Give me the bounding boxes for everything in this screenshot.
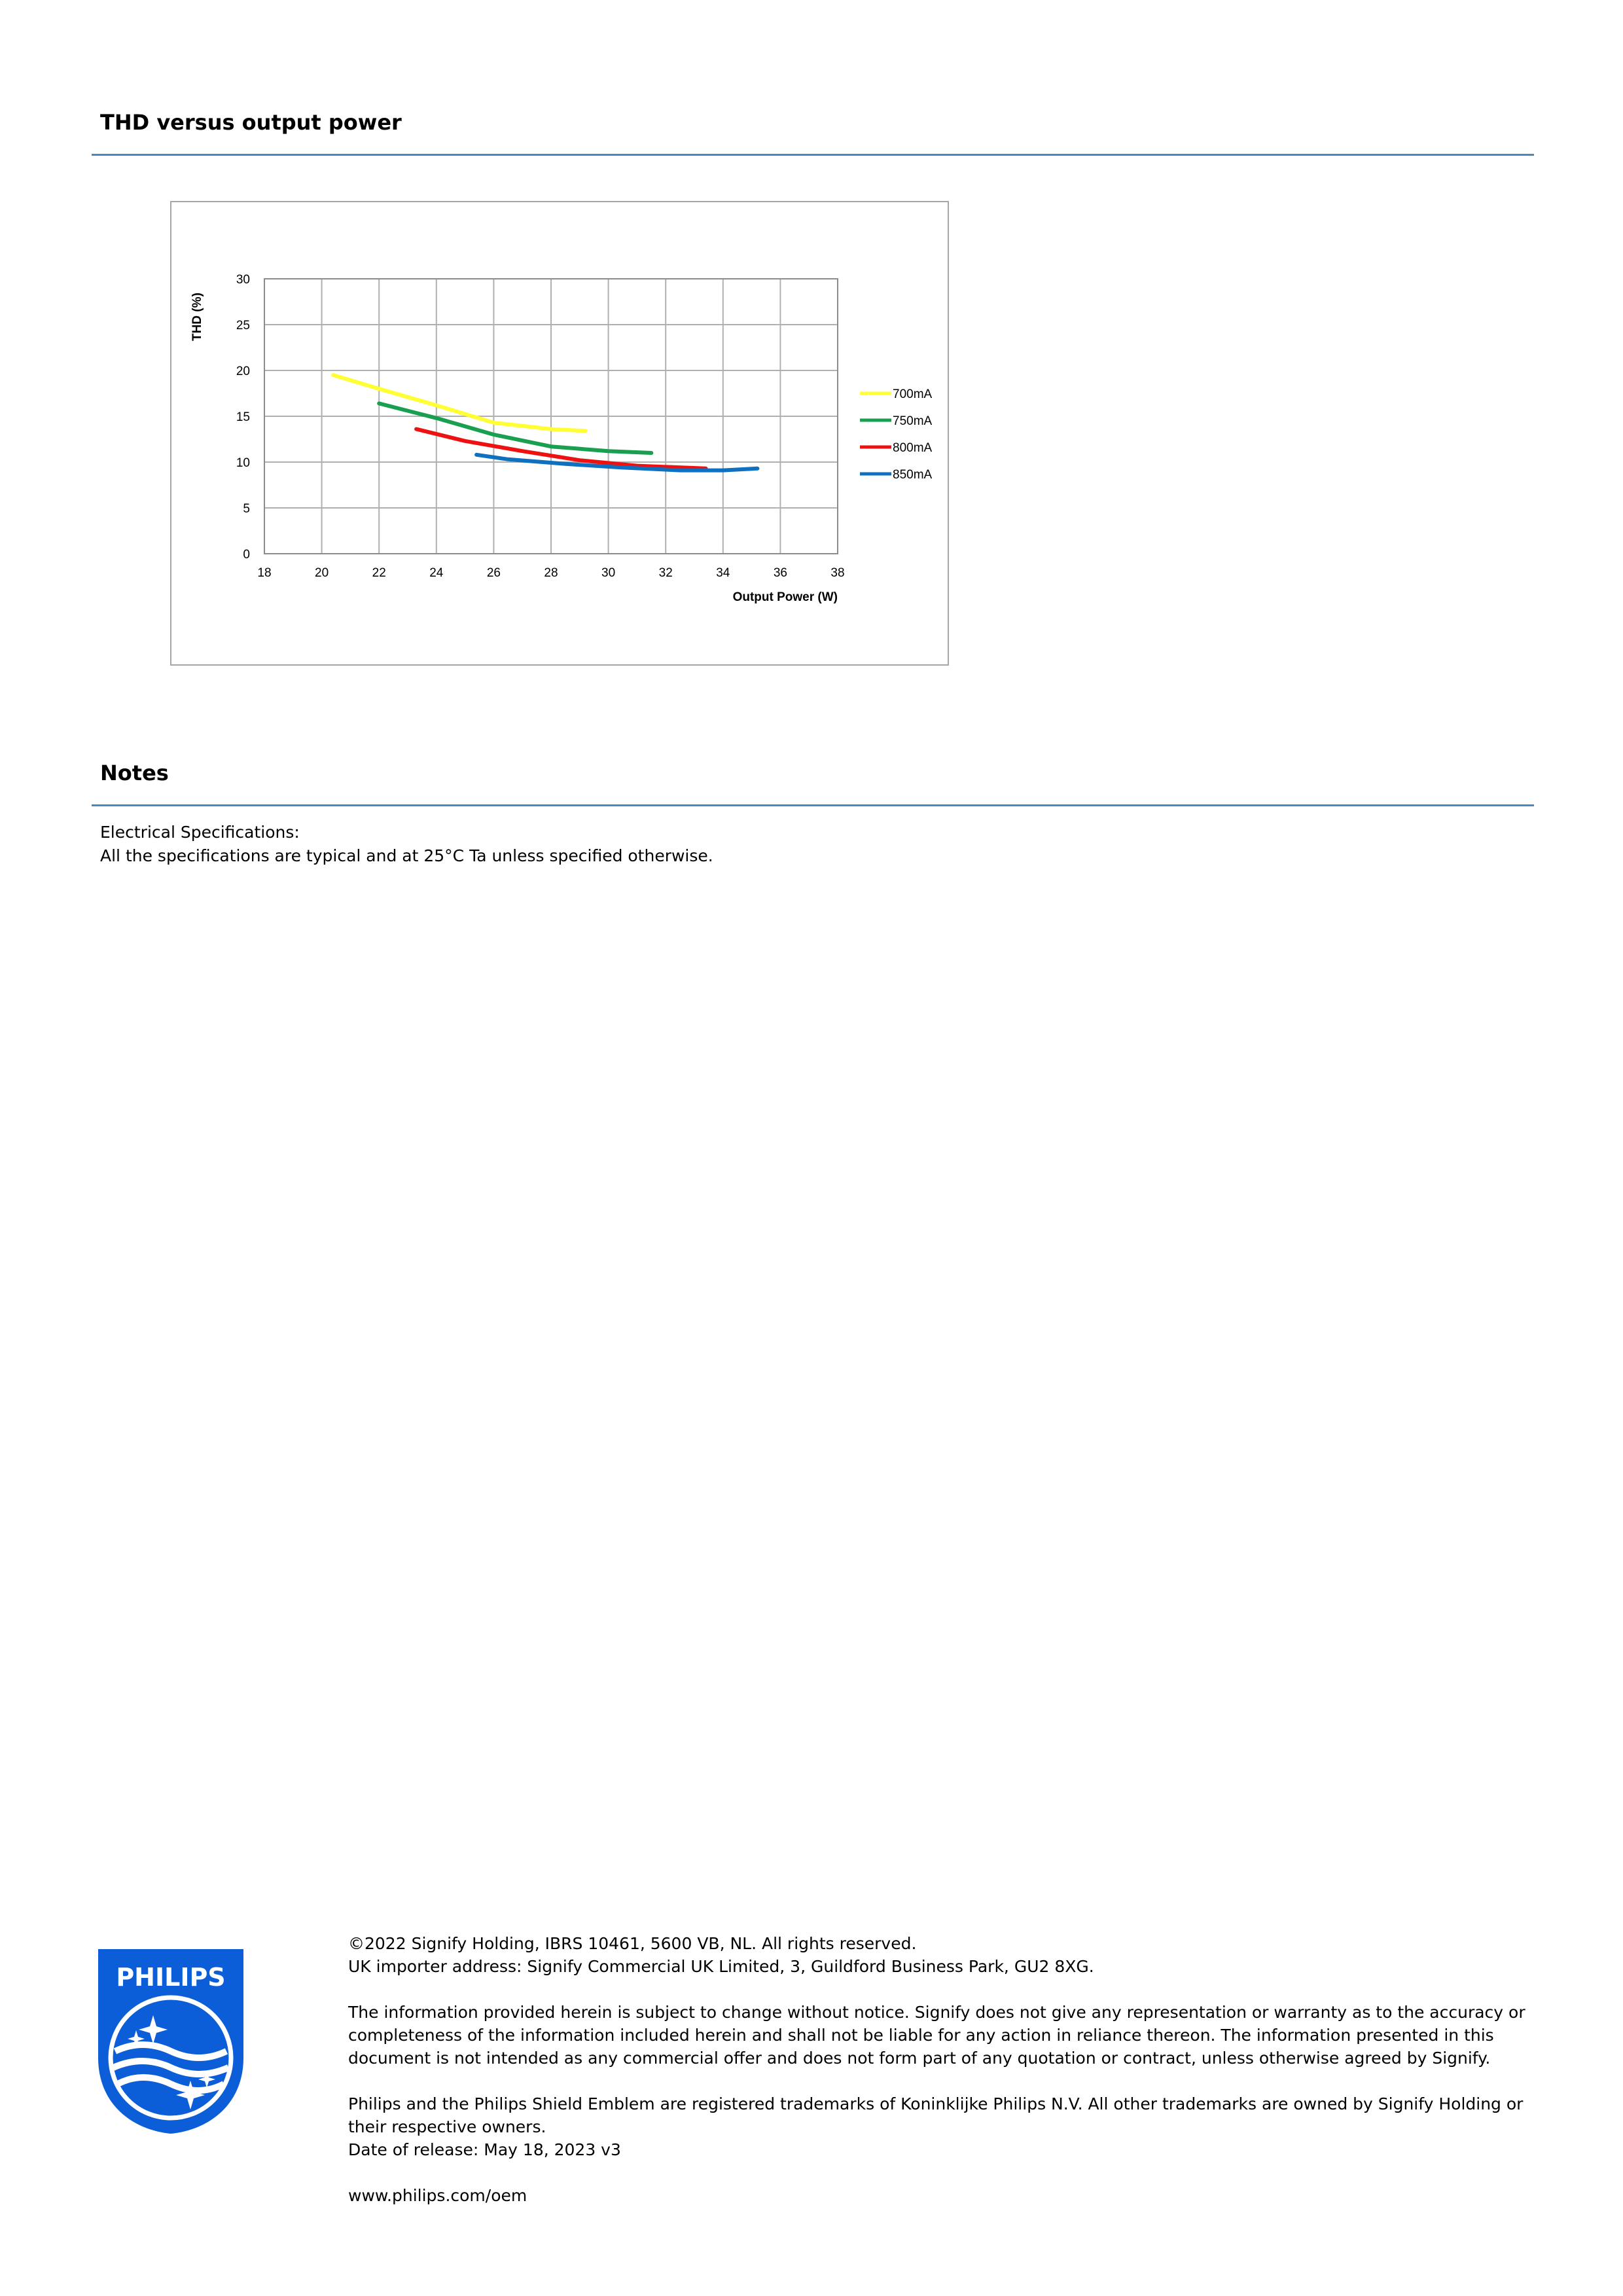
footer-disclaimer: The information provided herein is subject to change without notice. Signify does not give any representation or warranty as to the accuracy or completeness of the information included herein and shall not be liable for any action in reliance thereon. The information presented in this document is not intended as any commercial offer and does not form part of any quotation or contract, unless otherwise agreed by Signify. bbox=[348, 2003, 1525, 2068]
footer-url[interactable]: www.philips.com/oem bbox=[348, 2186, 527, 2205]
y-tick-label: 15 bbox=[236, 410, 250, 424]
legend-label: 700mA bbox=[893, 387, 933, 401]
philips-shield-icon bbox=[96, 1946, 246, 2136]
x-tick-label: 18 bbox=[257, 566, 272, 580]
y-tick-label: 30 bbox=[236, 273, 250, 287]
x-tick-label: 28 bbox=[544, 566, 558, 580]
footer-importer: UK importer address: Signify Commercial UK Limited, 3, Guildford Business Park, GU2 8XG. bbox=[348, 1957, 1094, 1976]
y-axis-label: THD (%) bbox=[190, 293, 204, 341]
x-tick-label: 34 bbox=[716, 566, 730, 580]
logo-wordmark: PHILIPS bbox=[116, 1963, 226, 1992]
footer-copyright: ©2022 Signify Holding, IBRS 10461, 5600 VB, NL. All rights reserved. bbox=[348, 1934, 917, 1953]
footer-block bbox=[348, 1932, 1526, 2207]
y-tick-label: 10 bbox=[236, 456, 250, 470]
legend-label: 750mA bbox=[893, 414, 933, 428]
series-line-700mA bbox=[333, 375, 585, 431]
section-title-thd: THD versus output power bbox=[100, 110, 402, 135]
y-tick-label: 5 bbox=[243, 502, 250, 516]
x-tick-label: 30 bbox=[601, 566, 616, 580]
thd-chart bbox=[170, 201, 949, 666]
x-tick-label: 20 bbox=[315, 566, 329, 580]
x-tick-label: 32 bbox=[658, 566, 673, 580]
legend-label: 800mA bbox=[893, 441, 933, 455]
y-tick-label: 0 bbox=[243, 548, 250, 562]
x-tick-label: 36 bbox=[773, 566, 787, 580]
section-divider bbox=[92, 154, 1534, 156]
y-tick-label: 25 bbox=[236, 319, 250, 332]
x-tick-label: 22 bbox=[372, 566, 386, 580]
x-tick-label: 26 bbox=[486, 566, 501, 580]
legend-label: 850mA bbox=[893, 468, 933, 482]
x-tick-label: 24 bbox=[429, 566, 444, 580]
section-divider bbox=[92, 804, 1534, 806]
footer-release-date: Date of release: May 18, 2023 v3 bbox=[348, 2140, 621, 2159]
x-axis-label: Output Power (W) bbox=[732, 590, 838, 604]
notes-line: All the specifications are typical and at 25°C Ta unless specified otherwise. bbox=[100, 846, 713, 865]
y-tick-label: 20 bbox=[236, 365, 250, 378]
section-title-notes: Notes bbox=[100, 761, 169, 785]
notes-line: Electrical Specifications: bbox=[100, 823, 300, 842]
footer-trademarks: Philips and the Philips Shield Emblem are registered trademarks of Koninklijke Philips N.V. All other trademarks are owned by Signify Holding or their respective owners. bbox=[348, 2094, 1524, 2136]
x-tick-label: 38 bbox=[830, 566, 845, 580]
thd-chart-svg bbox=[171, 202, 948, 664]
